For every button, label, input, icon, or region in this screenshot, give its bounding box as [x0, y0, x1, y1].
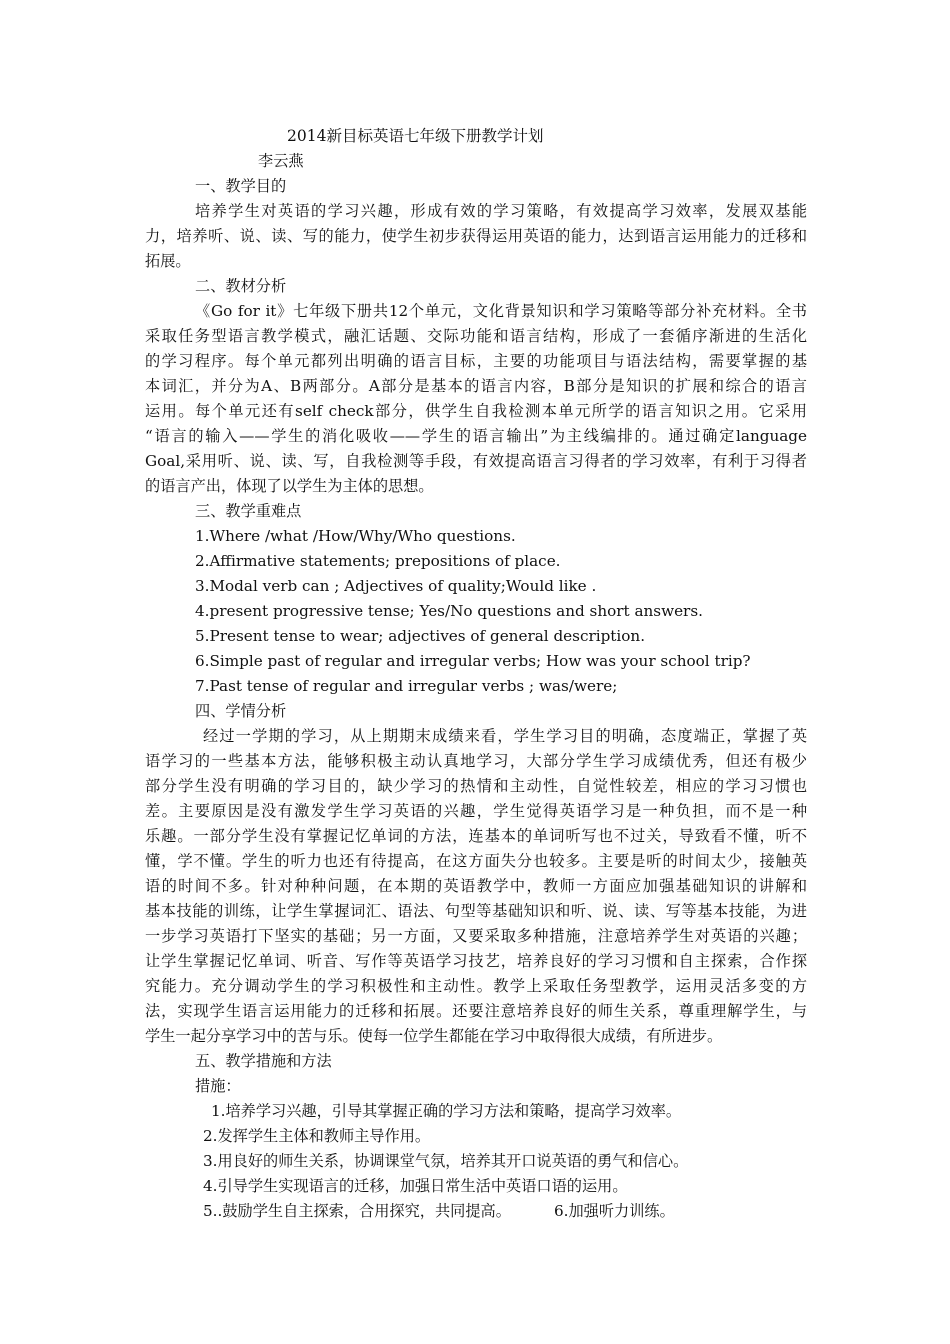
section-heading-textbook-analysis: 二、教材分析: [195, 277, 287, 295]
list-item: 5.Present tense to wear; adjectives of general description.: [195, 627, 646, 645]
list-item: 1.培养学习兴趣，引导其掌握正确的学习方法和策略，提高学习效率。: [211, 1102, 682, 1120]
paragraph-line: 差。主要原因是没有激发学生学习英语的兴趣，学生觉得英语学习是一种负担，而不是一种: [145, 802, 807, 820]
section-heading-teaching-goals: 一、教学目的: [195, 177, 287, 195]
list-item: 2.Affirmative statements; prepositions of place.: [195, 552, 561, 570]
measures-label: 措施：: [195, 1077, 241, 1095]
list-item: 6.加强听力训练。: [554, 1202, 675, 1220]
paragraph-line: 一步学习英语打下坚实的基础；另一方面，又要采取多种措施，注意培养学生对英语的兴趣；: [145, 927, 807, 945]
paragraph-line: 本词汇，并分为A、B两部分。A部分是基本的语言内容，B部分是知识的扩展和综合的语言: [145, 377, 807, 395]
list-item: 1.Where /what /How/Why/Who questions.: [195, 527, 516, 545]
paragraph-line: 语的时间不多。针对种种问题，在本期的英语教学中，教师一方面应加强基础知识的讲解和: [145, 877, 807, 895]
paragraph-line: Goal,采用听、说、读、写，自我检测等手段，有效提高语言习得者的学习效率，有利于习得者: [145, 452, 807, 470]
paragraph-line: 经过一学期的学习，从上期期末成绩来看，学生学习目的明确，态度端正，掌握了英: [203, 727, 807, 745]
paragraph-line: 懂，学不懂。学生的听力也还有待提高，在这方面失分也较多。主要是听的时间太少，接触英: [145, 852, 807, 870]
list-item: 4.引导学生实现语言的迁移，加强日常生活中英语口语的运用。: [203, 1177, 628, 1195]
paragraph-line: 《Go for it》七年级下册共12个单元，文化背景知识和学习策略等部分补充材料。全书: [195, 302, 807, 320]
paragraph-line: 力，培养听、说、读、写的能力，使学生初步获得运用英语的能力，达到语言运用能力的迁移和: [145, 227, 807, 245]
paragraph-line: 培养学生对英语的学习兴趣，形成有效的学习策略，有效提高学习效率，发展双基能: [195, 202, 807, 220]
paragraph-line: 基本技能的训练，让学生掌握词汇、语法、句型等基础知识和听、说、读、写等基本技能，为进: [145, 902, 807, 920]
section-heading-key-points: 三、教学重难点: [195, 502, 302, 520]
list-item: 5..鼓励学生自主探索，合用探究，共同提高。: [203, 1202, 511, 1220]
list-item: 4.present progressive tense; Yes/No questions and short answers.: [195, 602, 703, 620]
list-item: 2.发挥学生主体和教师主导作用。: [203, 1127, 431, 1145]
paragraph-line: 的学习程序。每个单元都列出明确的语言目标，主要的功能项目与语法结构，需要掌握的基: [145, 352, 807, 370]
paragraph-line: 学生一起分享学习中的苦与乐。使每一位学生都能在学习中取得很大成绩，有所进步。: [145, 1027, 723, 1045]
paragraph-line: 乐趣。一部分学生没有掌握记忆单词的方法，连基本的单词听写也不过关，导致看不懂，听不: [145, 827, 807, 845]
paragraph-line: 采取任务型语言教学模式，融汇话题、交际功能和语言结构，形成了一套循序渐进的生活化: [145, 327, 807, 345]
list-item: 3.用良好的师生关系，协调课堂气氛，培养其开口说英语的勇气和信心。: [203, 1152, 689, 1170]
section-heading-student-analysis: 四、学情分析: [195, 702, 287, 720]
paragraph-line: 究能力。充分调动学生的学习积极性和主动性。教学上采取任务型教学，运用灵活多变的方: [145, 977, 807, 995]
section-heading-methods: 五、教学措施和方法: [195, 1052, 332, 1070]
paragraph-line: 让学生掌握记忆单词、听音、写作等英语学习技艺，培养良好的学习习惯和自主探索，合作探: [145, 952, 807, 970]
paragraph-line: 拓展。: [145, 252, 191, 270]
list-item: 7.Past tense of regular and irregular verbs ; was/were;: [195, 677, 618, 695]
paragraph-line: 部分学生没有明确的学习目的，缺少学习的热情和主动性，自觉性较差，相应的学习习惯也: [145, 777, 807, 795]
paragraph-line: 法，实现学生语言运用能力的迁移和拓展。还要注意培养良好的师生关系，尊重理解学生，与: [145, 1002, 807, 1020]
document-title: 2014新目标英语七年级下册教学计划: [287, 127, 544, 145]
list-item: 6.Simple past of regular and irregular verbs; How was your school trip?: [195, 652, 751, 670]
paragraph-line: “语言的输入——学生的消化吸收——学生的语言输出”为主线编排的。通过确定language: [145, 427, 807, 445]
paragraph-line: 的语言产出，体现了以学生为主体的思想。: [145, 477, 434, 495]
paragraph-line: 运用。每个单元还有self check部分，供学生自我检测本单元所学的语言知识之用。它采用: [145, 402, 807, 420]
author-name: 李云燕: [258, 152, 304, 170]
list-item: 3.Modal verb can ; Adjectives of quality;Would like .: [195, 577, 597, 595]
paragraph-line: 语学习的一些基本方法，能够积极主动认真地学习，大部分学生学习成绩优秀，但还有极少: [145, 752, 807, 770]
